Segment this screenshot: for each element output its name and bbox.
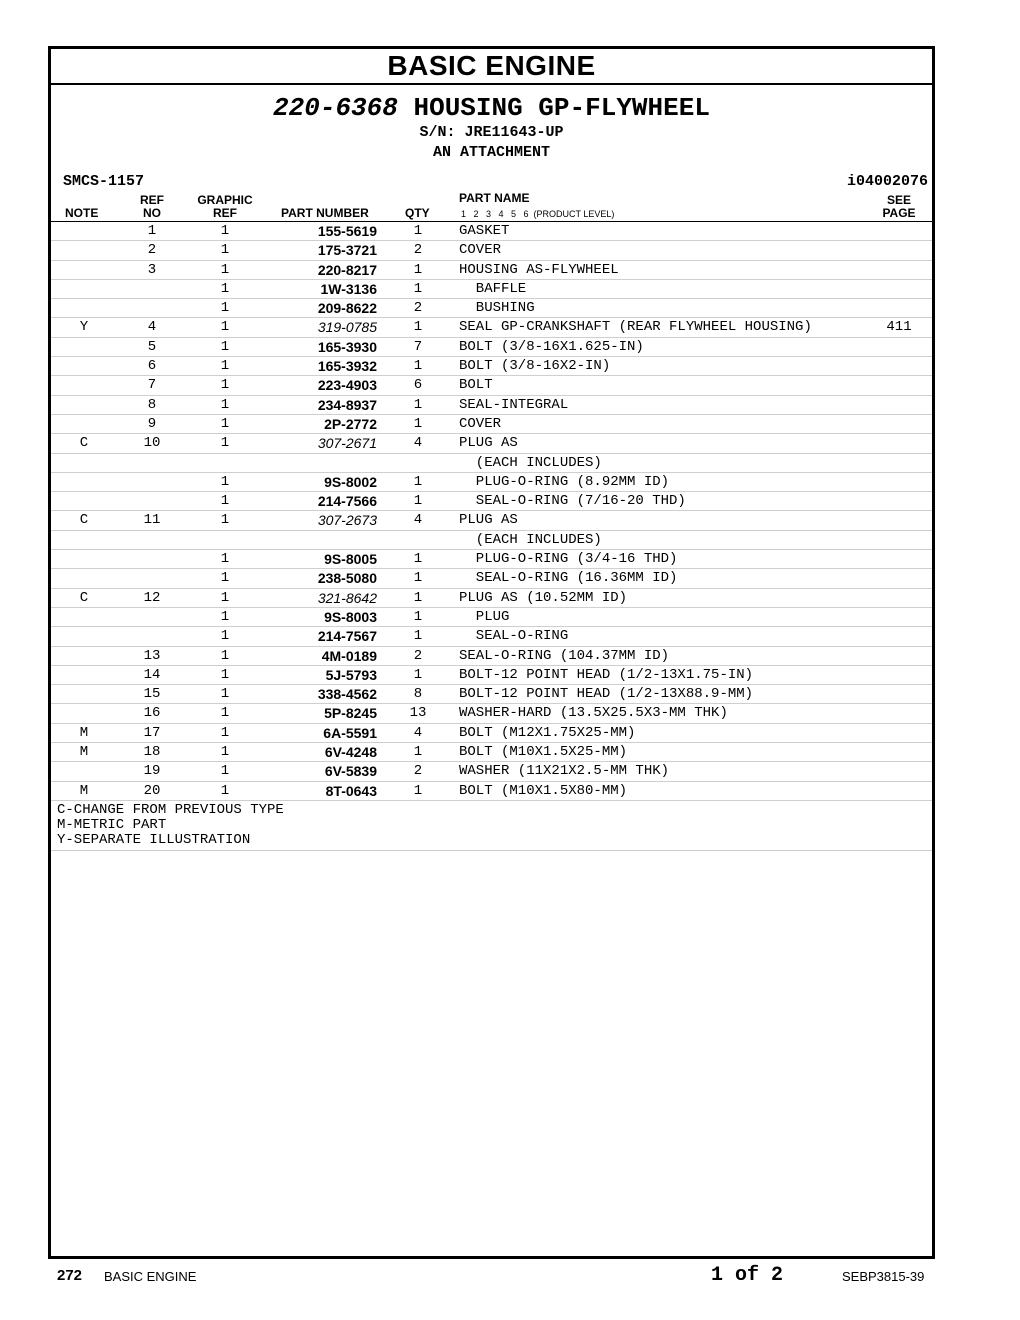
- table-row: [51, 415, 932, 434]
- header-ref-top: REF: [140, 193, 164, 207]
- row-part-number: 238-5080: [317, 570, 377, 587]
- row-graphic-ref: 1: [220, 377, 230, 394]
- row-part-number: 165-3932: [317, 358, 377, 375]
- row-part-name: BOLT (M10X1.5X25-MM): [459, 744, 628, 761]
- table-row: [51, 782, 932, 801]
- row-part-number: 165-3930: [317, 338, 377, 355]
- row-part-name: (EACH INCLUDES): [459, 531, 602, 548]
- row-part-name: BOLT-12 POINT HEAD (1/2-13X88.9-MM): [459, 686, 754, 703]
- group-header: [51, 93, 932, 163]
- row-qty: 2: [413, 647, 423, 664]
- row-graphic-ref: 1: [220, 724, 230, 741]
- row-ref-no: 5: [147, 338, 157, 355]
- row-ref-no: 3: [147, 261, 157, 278]
- header-product-level: 1 2 3 4 5 6 (PRODUCT LEVEL): [461, 209, 615, 219]
- row-ref-no: 10: [143, 435, 161, 452]
- parts-table-body: [51, 222, 932, 801]
- group-title: [51, 93, 932, 123]
- header-see-top: SEE: [886, 193, 911, 207]
- row-graphic-ref: 1: [220, 473, 230, 490]
- row-part-number: 9S-8002: [324, 473, 377, 490]
- row-part-name: BOLT (M12X1.75X25-MM): [459, 724, 636, 741]
- row-graphic-ref: 1: [220, 280, 230, 297]
- table-row: [51, 724, 932, 743]
- row-part-name: PLUG AS: [459, 512, 518, 529]
- row-ref-no: 1: [147, 223, 157, 239]
- row-graphic-ref: 1: [220, 686, 230, 703]
- row-part-number: 9S-8005: [324, 551, 377, 568]
- row-part-number: 307-2671: [317, 435, 377, 452]
- table-row: [51, 627, 932, 646]
- row-qty: 1: [413, 223, 423, 239]
- row-ref-no: 13: [143, 647, 161, 664]
- row-part-name: BOLT: [459, 377, 493, 394]
- row-part-number: 220-8217: [317, 261, 377, 278]
- row-graphic-ref: 1: [220, 512, 230, 529]
- group-part-number: 220-6368: [273, 93, 398, 123]
- row-qty: 1: [413, 280, 423, 297]
- table-row: [51, 569, 932, 588]
- header-ref-bottom: NO: [143, 206, 161, 220]
- note-change: C-CHANGE FROM PREVIOUS TYPE: [57, 801, 284, 818]
- row-qty: 1: [413, 782, 423, 799]
- row-ref-no: 15: [143, 686, 161, 703]
- row-ref-no: 11: [143, 512, 161, 529]
- section-title: BASIC ENGINE: [51, 49, 932, 85]
- row-part-number: 155-5619: [317, 223, 377, 239]
- row-qty: 13: [409, 705, 427, 722]
- row-part-name: (EACH INCLUDES): [459, 454, 602, 471]
- row-note: C: [79, 435, 89, 452]
- row-part-number: 8T-0643: [325, 782, 377, 799]
- row-part-number: 223-4903: [317, 377, 377, 394]
- row-qty: 4: [413, 512, 423, 529]
- table-row: [51, 608, 932, 627]
- row-part-name: SEAL GP-CRANKSHAFT (REAR FLYWHEEL HOUSING): [459, 319, 812, 336]
- table-row: [51, 376, 932, 395]
- row-qty: 1: [413, 744, 423, 761]
- header-graphic-bottom: REF: [213, 206, 237, 220]
- table-row: [51, 434, 932, 453]
- row-part-name: PLUG-O-RING (3/4-16 THD): [459, 551, 678, 568]
- smcs-code: SMCS-1157: [63, 173, 145, 190]
- group-name: HOUSING GP-FLYWHEEL: [413, 93, 710, 123]
- page-footer: [0, 1262, 1020, 1286]
- table-row: [51, 261, 932, 280]
- row-ref-no: 4: [147, 319, 157, 336]
- row-part-number: 6V-4248: [324, 744, 377, 761]
- row-ref-no: 9: [147, 415, 157, 432]
- table-row: [51, 222, 932, 241]
- row-graphic-ref: 1: [220, 763, 230, 780]
- table-row: [51, 685, 932, 704]
- row-qty: 1: [413, 261, 423, 278]
- row-part-number: 5P-8245: [324, 705, 377, 722]
- row-part-number: 319-0785: [317, 319, 377, 336]
- note-metric: M-METRIC PART: [57, 816, 167, 833]
- row-part-name: BUSHING: [459, 300, 535, 317]
- row-part-name: SEAL-INTEGRAL: [459, 396, 569, 413]
- row-part-name: BOLT (3/8-16X2-IN): [459, 358, 611, 375]
- row-part-name: WASHER (11X21X2.5-MM THK): [459, 763, 670, 780]
- row-qty: 1: [413, 358, 423, 375]
- row-graphic-ref: 1: [220, 570, 230, 587]
- table-row: [51, 473, 932, 492]
- table-row: [51, 396, 932, 415]
- row-part-name: COVER: [459, 415, 502, 432]
- row-ref-no: 20: [143, 782, 161, 799]
- footer-doc-id: SEBP3815-39: [842, 1269, 925, 1284]
- row-part-name: PLUG: [459, 608, 510, 625]
- row-part-number: 9S-8003: [324, 608, 377, 625]
- row-part-name: PLUG AS: [459, 435, 518, 452]
- table-row: [51, 241, 932, 260]
- row-part-name: WASHER-HARD (13.5X25.5X3-MM THK): [459, 705, 728, 722]
- row-graphic-ref: 1: [220, 358, 230, 375]
- row-graphic-ref: 1: [220, 493, 230, 510]
- row-graphic-ref: 1: [220, 782, 230, 799]
- row-qty: 4: [413, 724, 423, 741]
- row-qty: 1: [413, 551, 423, 568]
- table-row: [51, 531, 932, 550]
- row-qty: 2: [413, 763, 423, 780]
- row-graphic-ref: 1: [220, 551, 230, 568]
- row-part-name: SEAL-O-RING (16.36MM ID): [459, 570, 678, 587]
- row-part-number: 338-4562: [317, 686, 377, 703]
- row-part-name: HOUSING AS-FLYWHEEL: [459, 261, 619, 278]
- row-note: M: [79, 782, 89, 799]
- row-part-name: COVER: [459, 242, 502, 259]
- row-qty: 8: [413, 686, 423, 703]
- row-note: M: [79, 724, 89, 741]
- header-qty: QTY: [405, 206, 430, 220]
- row-graphic-ref: 1: [220, 647, 230, 664]
- table-row: [51, 666, 932, 685]
- table-row: [51, 762, 932, 781]
- row-graphic-ref: 1: [220, 242, 230, 259]
- row-part-name: PLUG AS (10.52MM ID): [459, 589, 628, 606]
- table-row: [51, 338, 932, 357]
- footer-section: BASIC ENGINE: [104, 1269, 197, 1284]
- row-graphic-ref: 1: [220, 589, 230, 606]
- row-graphic-ref: 1: [220, 608, 230, 625]
- table-row: [51, 550, 932, 569]
- table-row: [51, 743, 932, 762]
- row-part-number: 321-8642: [317, 589, 377, 606]
- row-graphic-ref: 1: [220, 744, 230, 761]
- row-note: M: [79, 744, 89, 761]
- row-qty: 1: [413, 473, 423, 490]
- row-qty: 1: [413, 608, 423, 625]
- row-qty: 1: [413, 415, 423, 432]
- table-row: [51, 299, 932, 318]
- row-qty: 1: [413, 319, 423, 336]
- row-graphic-ref: 1: [220, 415, 230, 432]
- row-part-number: 6A-5591: [323, 724, 377, 741]
- row-part-number: 175-3721: [317, 242, 377, 259]
- illustration-id: i04002076: [846, 173, 928, 190]
- row-note: C: [79, 589, 89, 606]
- table-row: [51, 280, 932, 299]
- row-ref-no: 17: [143, 724, 161, 741]
- row-qty: 2: [413, 242, 423, 259]
- row-graphic-ref: 1: [220, 396, 230, 413]
- row-part-number: 1W-3136: [320, 280, 377, 297]
- row-graphic-ref: 1: [220, 319, 230, 336]
- row-ref-no: 16: [143, 705, 161, 722]
- row-part-name: BOLT (3/8-16X1.625-IN): [459, 338, 644, 355]
- row-part-number: 2P-2772: [324, 415, 377, 432]
- footer-page-of: 1 of 2: [711, 1264, 784, 1287]
- header-part-number: PART NUMBER: [281, 206, 369, 220]
- row-graphic-ref: 1: [220, 628, 230, 645]
- row-graphic-ref: 1: [220, 338, 230, 355]
- row-ref-no: 2: [147, 242, 157, 259]
- row-part-number: 234-8937: [317, 396, 377, 413]
- row-part-number: 5J-5793: [325, 666, 377, 683]
- table-row: [51, 511, 932, 530]
- row-graphic-ref: 1: [220, 261, 230, 278]
- row-ref-no: 14: [143, 666, 161, 683]
- notes-legend: [51, 801, 932, 851]
- row-part-number: 214-7567: [317, 628, 377, 645]
- table-row: [51, 318, 932, 337]
- parts-page-frame: [48, 46, 935, 1259]
- note-separate: Y-SEPARATE ILLUSTRATION: [57, 831, 251, 848]
- serial-number: S/N: JRE11643-UP: [419, 124, 564, 141]
- table-row: [51, 589, 932, 608]
- row-part-name: PLUG-O-RING (8.92MM ID): [459, 473, 670, 490]
- row-part-number: 214-7566: [317, 493, 377, 510]
- table-row: [51, 704, 932, 723]
- row-qty: 6: [413, 377, 423, 394]
- table-row: [51, 647, 932, 666]
- row-graphic-ref: 1: [220, 435, 230, 452]
- row-see-page: 411: [886, 319, 912, 336]
- row-part-number: 307-2673: [317, 512, 377, 529]
- row-part-number: 6V-5839: [324, 763, 377, 780]
- row-qty: 1: [413, 666, 423, 683]
- row-part-name: SEAL-O-RING (7/16-20 THD): [459, 493, 686, 510]
- header-note: NOTE: [65, 206, 99, 220]
- group-type: AN ATTACHMENT: [432, 144, 551, 161]
- row-qty: 1: [413, 628, 423, 645]
- row-qty: 2: [413, 300, 423, 317]
- row-qty: 1: [413, 396, 423, 413]
- table-row: [51, 454, 932, 473]
- row-part-name: BOLT (M10X1.5X80-MM): [459, 782, 628, 799]
- row-qty: 7: [413, 338, 423, 355]
- row-qty: 1: [413, 570, 423, 587]
- row-graphic-ref: 1: [220, 223, 230, 239]
- row-note: Y: [79, 319, 89, 336]
- row-part-name: SEAL-O-RING (104.37MM ID): [459, 647, 670, 664]
- row-part-name: GASKET: [459, 223, 510, 239]
- table-row: [51, 357, 932, 376]
- row-ref-no: 18: [143, 744, 161, 761]
- table-header: [51, 191, 932, 222]
- row-part-number: 209-8622: [317, 300, 377, 317]
- header-graphic-top: GRAPHIC: [197, 193, 253, 207]
- row-graphic-ref: 1: [220, 666, 230, 683]
- row-qty: 4: [413, 435, 423, 452]
- row-qty: 1: [413, 493, 423, 510]
- meta-line: [51, 169, 932, 191]
- row-note: C: [79, 512, 89, 529]
- row-ref-no: 19: [143, 763, 161, 780]
- row-ref-no: 12: [143, 589, 161, 606]
- footer-page-number: 272: [57, 1267, 83, 1284]
- header-part-name: PART NAME: [459, 191, 530, 205]
- header-see-bottom: PAGE: [882, 206, 916, 220]
- row-part-number: 4M-0189: [321, 647, 377, 664]
- row-ref-no: 7: [147, 377, 157, 394]
- row-graphic-ref: 1: [220, 300, 230, 317]
- row-part-name: BOLT-12 POINT HEAD (1/2-13X1.75-IN): [459, 666, 754, 683]
- row-part-name: BAFFLE: [459, 280, 527, 297]
- row-qty: 1: [413, 589, 423, 606]
- row-graphic-ref: 1: [220, 705, 230, 722]
- table-row: [51, 492, 932, 511]
- row-ref-no: 6: [147, 358, 157, 375]
- row-part-name: SEAL-O-RING: [459, 628, 569, 645]
- row-ref-no: 8: [147, 396, 157, 413]
